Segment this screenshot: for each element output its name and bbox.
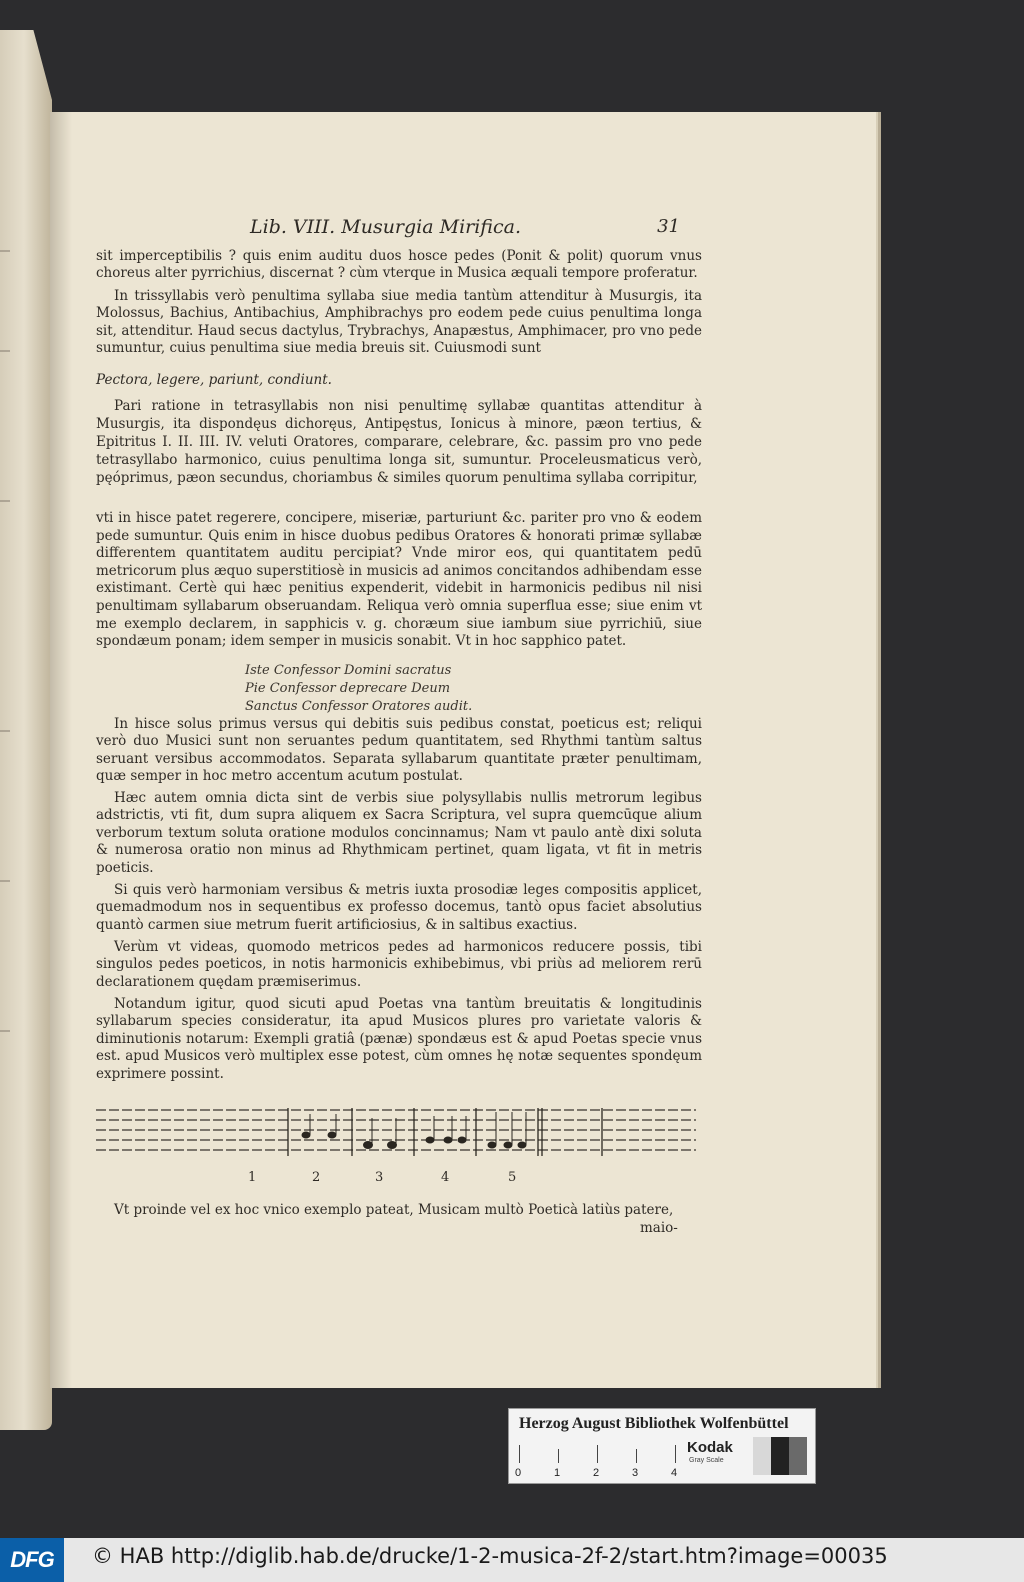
paragraph: Verùm vt videas, quomodo metricos pedes ad harmonicos reducere possis, tibi singulos pedes poeticos, in notis harmonicis exhibebimus, vbi priùs ad meliorem rerū declarationem quędam præmiserimus. [96,939,702,990]
paragraph: vti in hisce patet regerere, concipere, miseriæ, parturiunt &c. pariter pro vno & eodem pede sumuntur. Quis enim in hisce duobus pedibus Oratores & honorati primæ syllabæ differentem quantitatem auditu percipiat? Vnde miror eos, qui quantitatem pedū metricorum plus æquo superstitiosè in musicis ad animos concitandos adhibendam esse existimant. Certè qui hæc penitius expenderit, videbit in harmonicis pedibus nil nisi penultimam syllabarum obseruandam. Reliqua verò omnia superflua esse; siue enim vt me exemplo declarem, in sapphicis v. g. choræum siue iambum siue pyrrichiū, siue spondæum ponam; idem semper in musicis sonabit. Vt in hoc sapphico patet. [96,510,702,650]
verse-line: Pie Confessor deprecare Deum [245,681,451,696]
paragraph: In trissyllabis verò penultima syllaba siue media tantùm attenditur à Musurgis, ita Molossus, Bachius, Antibachius, Amphibrachys pro eodem pede cuius penultima longa sit, attenditur. Haud secus dactylus, Trybrachys, Anapæstus, Amphimacer, pro vno pede sumuntur, cuius penultima siue media breuis sit. Cuiusmodi sunt [96,288,702,357]
paragraph: Hæc autem omnia dicta sint de verbis siue polysyllabis nullis metrorum legibus adstrictis, vti fit, dum supra aliquem ex Sacra Scriptura, vel supra quemcūque alium verborum textum soluta oratione modulos concinnamus; Nam vt paulo antè dixi soluta & numerosa oratio non minus ad Rhythmicam pertinet, quam ligata, vt fit in metris poeticis. [96,790,702,876]
footer-bar [0,1538,1024,1582]
ruler-number: 4 [671,1467,678,1479]
verse-line: Iste Confessor Domini sacratus [245,663,452,678]
catchword: maio- [640,1220,678,1236]
footer-credit[interactable]: © HAB http://diglib.hab.de/drucke/1-2-musica-2f-2/start.htm?image=00035 [92,1544,888,1568]
musical-staff-example [96,1104,696,1166]
gray-patch [753,1437,771,1475]
paragraph: Notandum igitur, quod sicuti apud Poetas vna tantùm breuitatis & longitudinis syllabarum species consideratur, ita apud Musicos plures pro varietate valoris & diminutionis notarum: Exempli gratiâ (pænæ) spondæus est & apud Poetas specie vnus est. apud Musicos verò multiplex esse potest, cùm omnes hę notæ sequentes spondęum exprimere possint. [96,996,702,1082]
gray-patch [771,1437,789,1475]
closing-line: Vt proinde vel ex hoc vnico exemplo pateat, Musicam multò Poeticà latiùs patere, [114,1202,674,1218]
staff-number: 2 [312,1170,321,1185]
ruler-number: 2 [593,1467,600,1479]
ruler-number: 0 [515,1467,522,1479]
paragraph: Si quis verò harmoniam versibus & metris iuxta prosodiæ leges compositis applicet, quemadmodum nos in sequentibus ex professo docemus, tantò opus faciet absolutius quantò carmen siue metrum fuerit artificiosius, & in saltibus exactius. [96,882,702,933]
staff-number: 1 [248,1170,257,1185]
staff-number: 5 [508,1170,517,1185]
verse-line: Sanctus Confessor Oratores audit. [245,699,473,714]
color-calibration-card [508,1408,816,1484]
ruler-number: 3 [632,1467,639,1479]
paragraph: sit imperceptibilis ? quis enim auditu duos hosce pedes (Ponit & polit) quorum vnus choreus alter pyrrichius, discernat ? cùm vterque in Musica æquali tempore proferatur. [96,248,702,282]
staff-number: 4 [441,1170,450,1185]
left-page-edge [0,30,52,1430]
paragraph: In hisce solus primus versus qui debitis suis pedibus constat, poeticus est; reliqui verò duo Musici sunt non seruantes pedum quantitatem, sed Rhythmi tantùm saltus seruant versibus accommodatos. Separata syllabarum quantitate præter penultimam, quæ semper in hoc metro accentum acutum postulat. [96,716,702,785]
gray-patch [789,1437,807,1475]
gray-scale-label: Gray Scale [689,1457,724,1464]
page-number: 31 [657,216,680,237]
running-head-title: Lib. VIII. Musurgia Mirifica. [250,216,521,238]
kodak-logo: Kodak [687,1439,733,1456]
library-name: Herzog August Bibliothek Wolfenbüttel [519,1415,789,1432]
staff-number: 3 [375,1170,384,1185]
paragraph: Pari ratione in tetrasyllabis non nisi penultimę syllabæ quantitas attenditur à Musurgis, ita dispondęus dichoręus, Antipęstus, Ionicus à minore, pæon tertius, & Epitritus I. II. III. IV. veluti Oratores, comparare, celebrare, &c. passim pro vno pede tetrasyllabo harmonico, cuius penultima longa sit, sumuntur. Proceleusmaticus verò, pęóprimus, pæon secundus, choriambus & similes quorum penultima syllaba corripitur, [96,398,702,486]
ruler-number: 1 [554,1467,561,1479]
dfg-logo[interactable]: DFG [0,1538,64,1582]
running-head [250,212,680,242]
page-gutter-shadow [50,112,72,1388]
example-line: Pectora, legere, pariunt, condiunt. [96,372,332,388]
